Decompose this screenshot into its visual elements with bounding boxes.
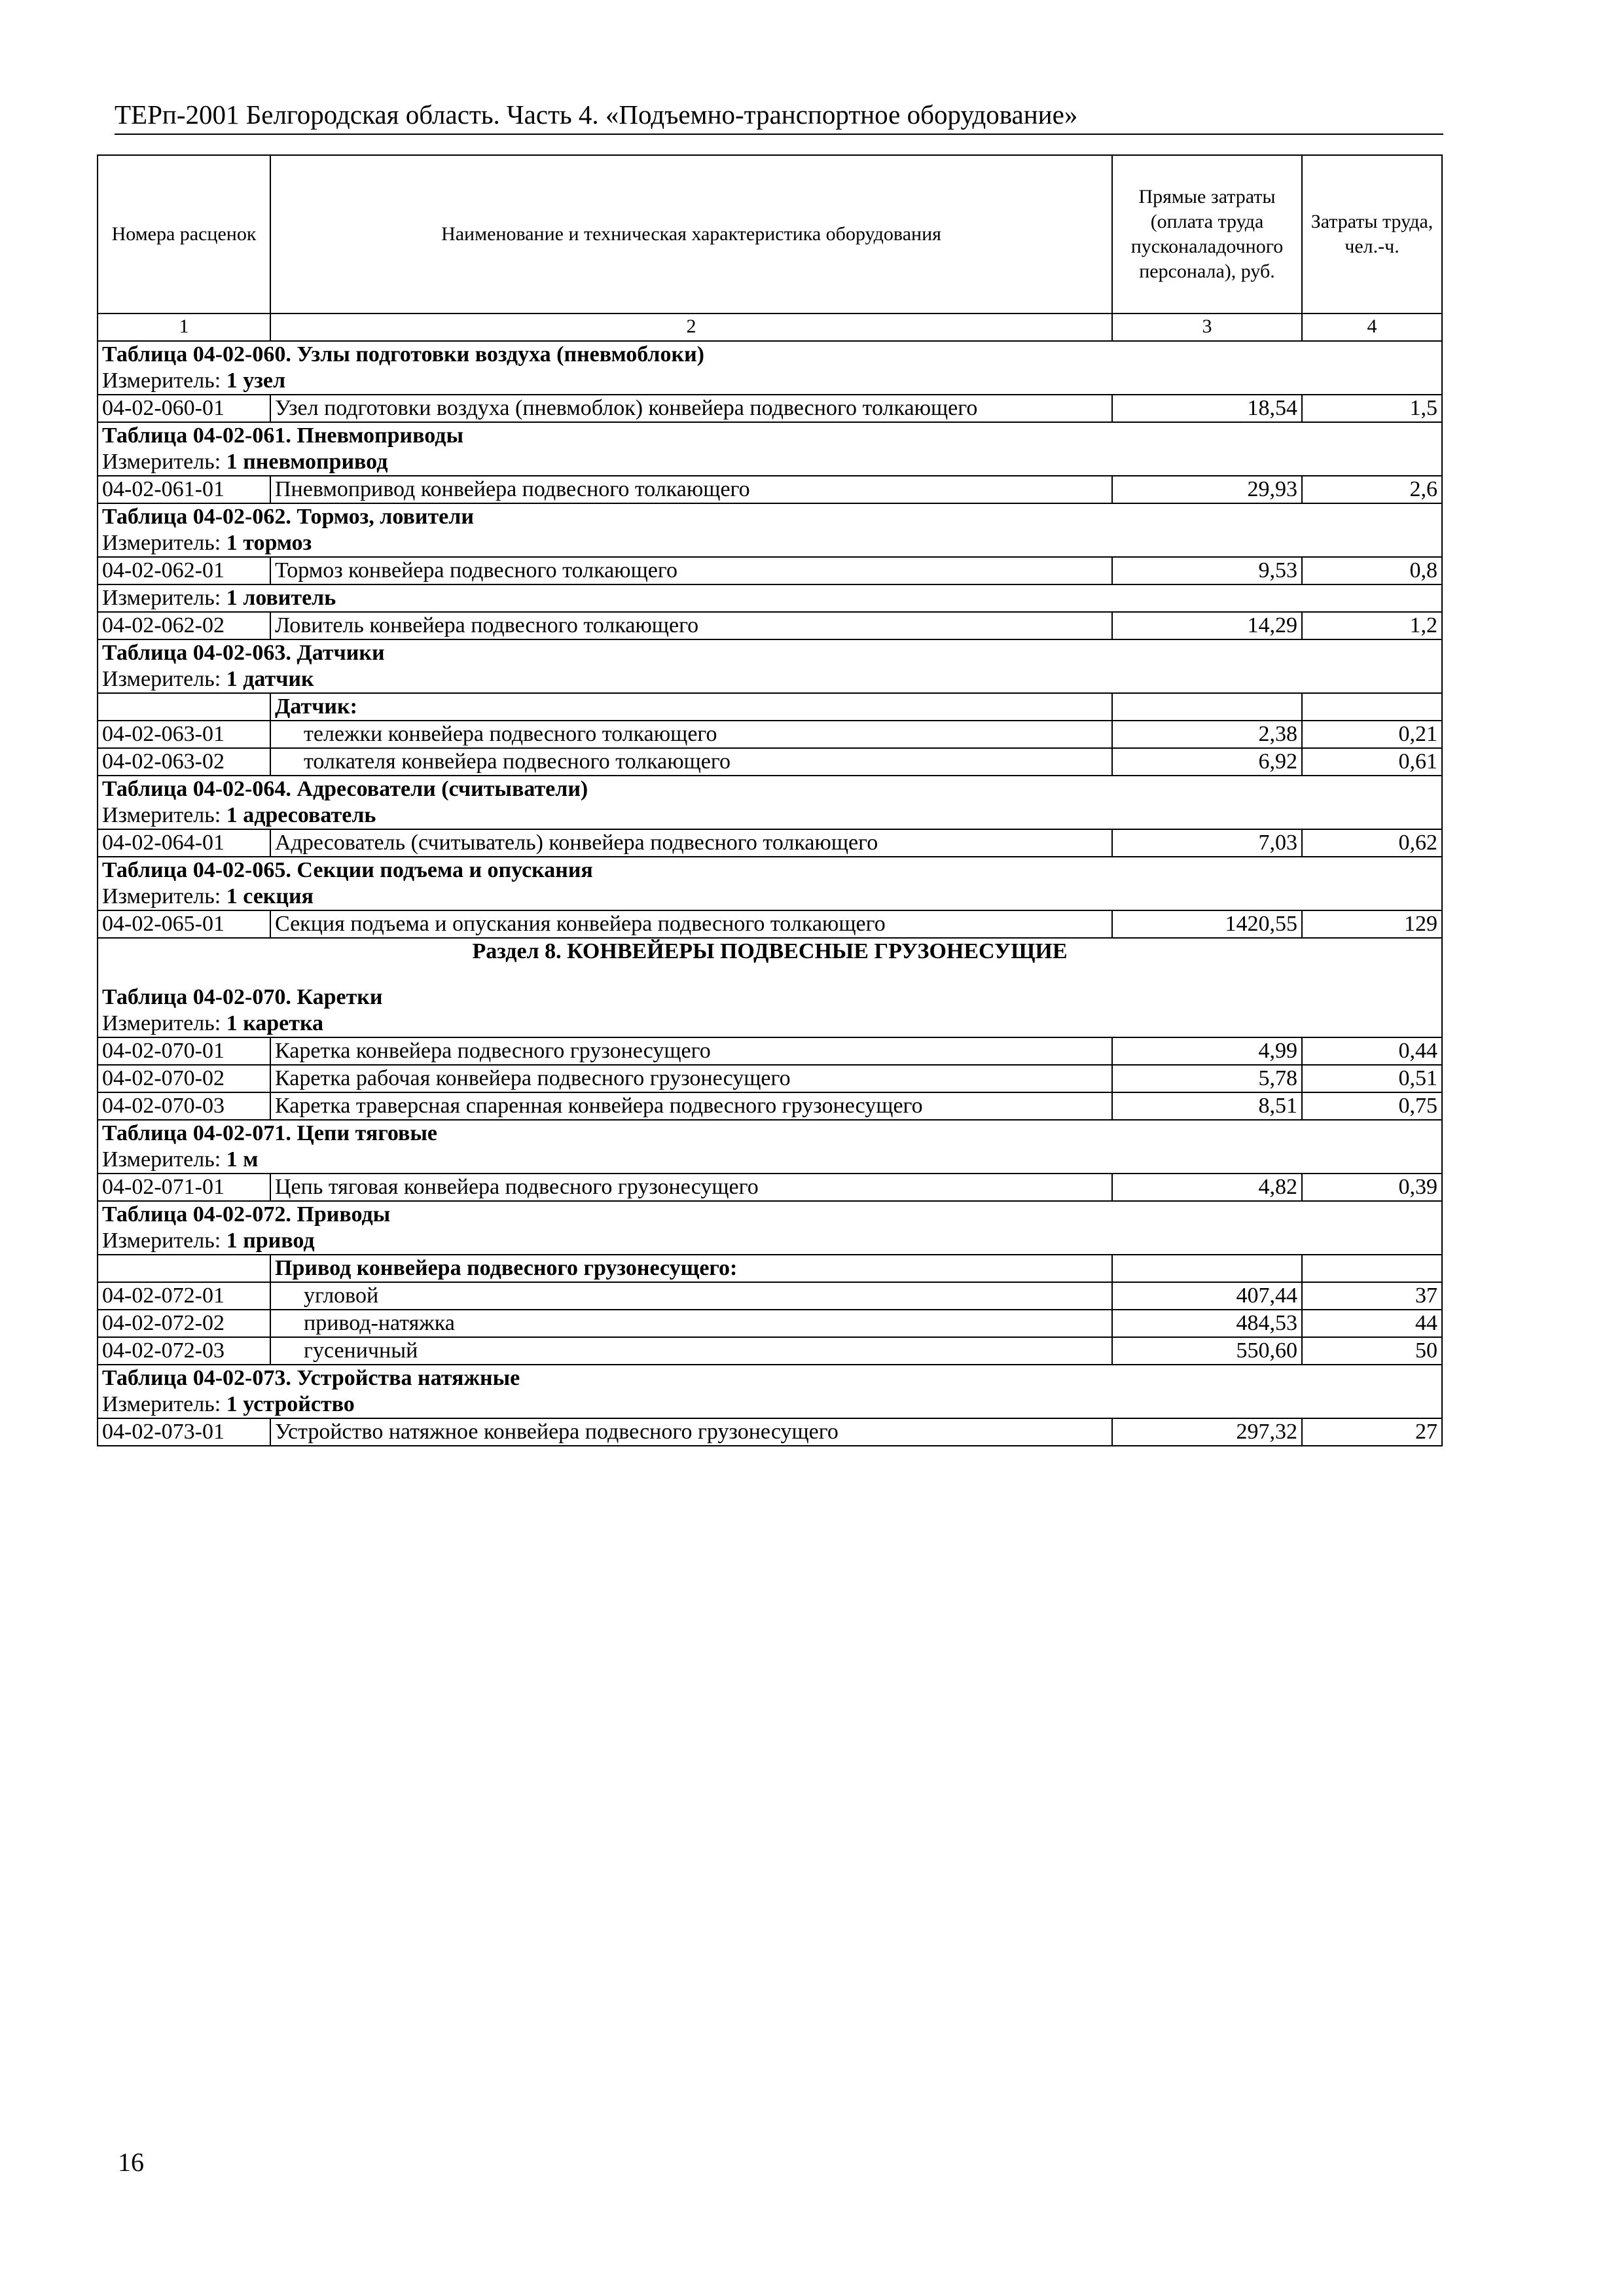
col-header-cost: Прямые затраты (оплата труда пусконаладочного персонала), руб.: [1112, 155, 1302, 314]
row-cost: 550,60: [1112, 1337, 1302, 1365]
row-name: Устройство натяжное конвейера подвесного грузонесущего: [270, 1418, 1112, 1446]
row-code: 04-02-062-02: [98, 612, 270, 639]
row-name: Ловитель конвейера подвесного толкающего: [270, 612, 1112, 639]
table-row: [98, 1037, 1442, 1065]
table-row: [98, 1310, 1442, 1337]
table-title: Таблица 04-02-071. Цепи тяговые: [98, 1120, 1442, 1147]
row-labor: 50: [1302, 1337, 1442, 1365]
row-labor: 129: [1302, 910, 1442, 938]
row-name: толкателя конвейера подвесного толкающего: [270, 748, 1112, 776]
row-code: 04-02-063-02: [98, 748, 270, 776]
row-name: Цепь тяговая конвейера подвесного грузонесущего: [270, 1174, 1112, 1201]
row-cost: 484,53: [1112, 1310, 1302, 1337]
row-cost: 9,53: [1112, 557, 1302, 584]
row-labor: 1,2: [1302, 612, 1442, 639]
measure-line: Измеритель: 1 узел: [98, 368, 1442, 395]
row-subheader: Датчик:: [270, 693, 1112, 721]
row-labor: 0,39: [1302, 1174, 1442, 1201]
row-labor: 0,62: [1302, 829, 1442, 857]
row-cost: 7,03: [1112, 829, 1302, 857]
table-title: Таблица 04-02-064. Адресователи (считыватели): [98, 776, 1442, 802]
row-name: Пневмопривод конвейера подвесного толкающего: [270, 476, 1112, 503]
row-labor: 0,21: [1302, 721, 1442, 748]
row-labor: 0,51: [1302, 1065, 1442, 1092]
table-title: Таблица 04-02-073. Устройства натяжные: [98, 1365, 1442, 1391]
measure-line: Измеритель: 1 тормоз: [98, 530, 1442, 557]
table-row: [98, 395, 1442, 422]
row-labor: 44: [1302, 1310, 1442, 1337]
row-cost: 14,29: [1112, 612, 1302, 639]
column-number-row: [98, 314, 1442, 341]
row-name: гусеничный: [270, 1337, 1112, 1365]
row-code: 04-02-061-01: [98, 476, 270, 503]
row-code: 04-02-064-01: [98, 829, 270, 857]
row-code: 04-02-062-01: [98, 557, 270, 584]
table-title: Таблица 04-02-070. Каретки: [98, 965, 1442, 1011]
price-table: [97, 154, 1443, 1446]
row-name: Узел подготовки воздуха (пневмоблок) конвейера подвесного толкающего: [270, 395, 1112, 422]
table-row: [98, 748, 1442, 776]
table-title: Таблица 04-02-072. Приводы: [98, 1201, 1442, 1228]
table-title: Таблица 04-02-062. Тормоз, ловители: [98, 503, 1442, 530]
row-cost: 4,99: [1112, 1037, 1302, 1065]
row-code: 04-02-063-01: [98, 721, 270, 748]
measure-line: Измеритель: 1 датчик: [98, 666, 1442, 693]
column-header-row: [98, 155, 1442, 314]
table-row: [98, 910, 1442, 938]
row-subheader: Привод конвейера подвесного грузонесущего:: [270, 1255, 1112, 1282]
row-name: Каретка траверсная спаренная конвейера подвесного грузонесущего: [270, 1092, 1112, 1120]
row-cost: 1420,55: [1112, 910, 1302, 938]
table-title: Таблица 04-02-061. Пневмоприводы: [98, 422, 1442, 449]
col-header-name: Наименование и техническая характеристика оборудования: [270, 155, 1112, 314]
col-number-4: 4: [1302, 314, 1442, 341]
row-labor: 0,44: [1302, 1037, 1442, 1065]
row-cost: 407,44: [1112, 1282, 1302, 1310]
row-labor: 0,61: [1302, 748, 1442, 776]
col-header-labor: Затраты труда, чел.-ч.: [1302, 155, 1442, 314]
col-header-code: Номера расценок: [98, 155, 270, 314]
row-code: 04-02-072-02: [98, 1310, 270, 1337]
measure-line: Измеритель: 1 каретка: [98, 1011, 1442, 1037]
row-name: Секция подъема и опускания конвейера подвесного толкающего: [270, 910, 1112, 938]
table-title: Таблица 04-02-060. Узлы подготовки воздуха (пневмоблоки): [98, 341, 1442, 368]
running-header: ТЕРп-2001 Белгородская область. Часть 4. «Подъемно-транспортное оборудование»: [115, 98, 1443, 135]
section-title: Раздел 8. КОНВЕЙЕРЫ ПОДВЕСНЫЕ ГРУЗОНЕСУЩИЕ: [98, 938, 1442, 965]
row-name: Адресователь (считыватель) конвейера подвесного толкающего: [270, 829, 1112, 857]
col-number-3: 3: [1112, 314, 1302, 341]
measure-line: Измеритель: 1 адресователь: [98, 802, 1442, 829]
row-name: привод-натяжка: [270, 1310, 1112, 1337]
measure-line: Измеритель: 1 устройство: [98, 1391, 1442, 1418]
row-cost: 8,51: [1112, 1092, 1302, 1120]
row-cost: 29,93: [1112, 476, 1302, 503]
row-name: Каретка рабочая конвейера подвесного грузонесущего: [270, 1065, 1112, 1092]
measure-line: Измеритель: 1 секция: [98, 884, 1442, 910]
measure-line: Измеритель: 1 м: [98, 1147, 1442, 1174]
table-row: [98, 476, 1442, 503]
row-cost: 297,32: [1112, 1418, 1302, 1446]
row-labor: 2,6: [1302, 476, 1442, 503]
row-code: 04-02-071-01: [98, 1174, 270, 1201]
table-row: [98, 829, 1442, 857]
subheader-row: [98, 693, 1442, 721]
table-row: [98, 1065, 1442, 1092]
row-name: Каретка конвейера подвесного грузонесущего: [270, 1037, 1112, 1065]
row-labor: 1,5: [1302, 395, 1442, 422]
row-labor: 0,75: [1302, 1092, 1442, 1120]
page-number: 16: [118, 2147, 144, 2177]
table-row: [98, 1337, 1442, 1365]
table-row: [98, 557, 1442, 584]
row-code: 04-02-073-01: [98, 1418, 270, 1446]
row-code: 04-02-070-01: [98, 1037, 270, 1065]
measure-line: Измеритель: 1 привод: [98, 1228, 1442, 1255]
row-name: тележки конвейера подвесного толкающего: [270, 721, 1112, 748]
row-name: Тормоз конвейера подвесного толкающего: [270, 557, 1112, 584]
row-code: 04-02-072-01: [98, 1282, 270, 1310]
row-cost: 6,92: [1112, 748, 1302, 776]
row-code: 04-02-072-03: [98, 1337, 270, 1365]
table-row: [98, 1174, 1442, 1201]
col-number-1: 1: [98, 314, 270, 341]
measure-line: Измеритель: 1 пневмопривод: [98, 449, 1442, 476]
row-labor: 27: [1302, 1418, 1442, 1446]
price-table-frame: [97, 154, 1441, 1446]
table-row: [98, 1282, 1442, 1310]
row-code: 04-02-060-01: [98, 395, 270, 422]
subheader-row: [98, 1255, 1442, 1282]
measure-line: Измеритель: 1 ловитель: [98, 584, 1442, 612]
row-cost: 18,54: [1112, 395, 1302, 422]
table-row: [98, 1418, 1442, 1446]
row-code: 04-02-070-02: [98, 1065, 270, 1092]
table-row: [98, 612, 1442, 639]
table-row: [98, 1092, 1442, 1120]
col-number-2: 2: [270, 314, 1112, 341]
row-cost: 5,78: [1112, 1065, 1302, 1092]
table-title: Таблица 04-02-063. Датчики: [98, 639, 1442, 666]
row-cost: 2,38: [1112, 721, 1302, 748]
row-code: 04-02-065-01: [98, 910, 270, 938]
table-title: Таблица 04-02-065. Секции подъема и опускания: [98, 857, 1442, 884]
row-code: 04-02-070-03: [98, 1092, 270, 1120]
table-row: [98, 721, 1442, 748]
row-name: угловой: [270, 1282, 1112, 1310]
row-labor: 37: [1302, 1282, 1442, 1310]
row-cost: 4,82: [1112, 1174, 1302, 1201]
row-labor: 0,8: [1302, 557, 1442, 584]
